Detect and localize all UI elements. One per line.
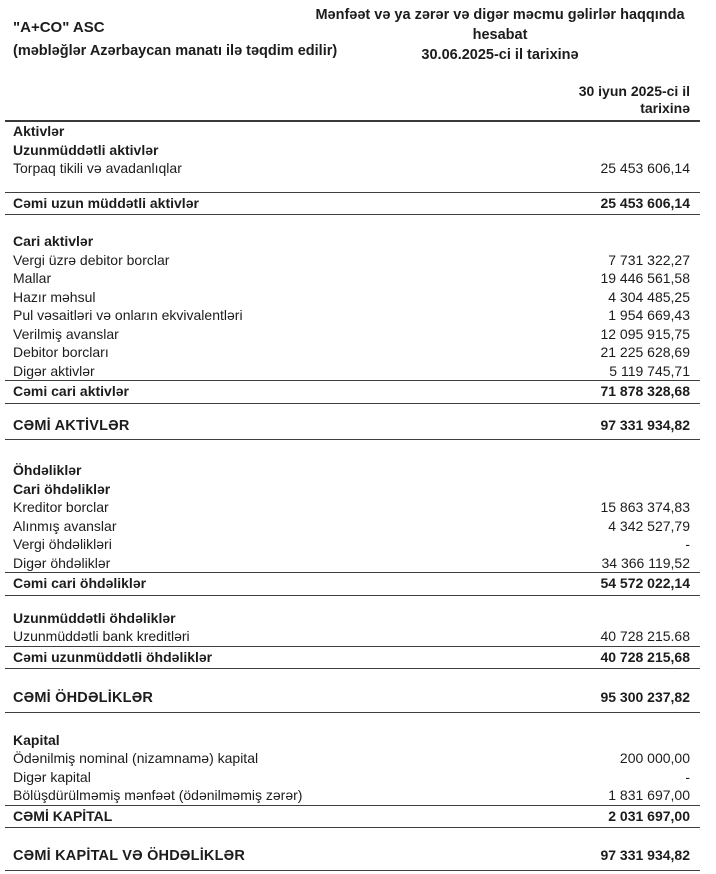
table-row [5,306,700,325]
row-label: Uzunmüddətli bank kreditləri [13,628,190,644]
company-name: "A+CO" ASC [13,19,105,36]
table-row [5,159,700,178]
table-row-grand-total [5,686,700,713]
row-value: 40 728 215,68 [600,648,690,665]
table-row [5,498,700,517]
row-value: 15 863 374,83 [600,499,690,515]
row-label: Vergi öhdəlikləri [13,536,112,552]
currency-note: (məbləğlər Azərbaycan manatı ilə təqdim edilir) [13,43,338,59]
row-value: - [685,536,690,552]
table-row-section [5,232,700,251]
table-row-section [5,731,700,750]
row-label: Mallar [13,270,52,286]
row-value: 40 728 215.68 [600,628,690,644]
row-value: 25 453 606,14 [600,194,690,211]
row-label: Digər öhdəliklər [13,554,111,571]
row-value: 1 954 669,43 [608,307,690,323]
row-label: Ödənilmiş nominal (nizamnamə) kapital [13,750,259,766]
row-label: Pul vəsaitləri və onların ekvivalentləri [13,307,243,323]
table-row-total [5,572,700,596]
row-value: 12 095 915,75 [600,325,690,342]
row-value: 34 366 119,52 [601,554,690,571]
row-label: Verilmiş avanslar [13,325,119,342]
row-label: Cəmi cari öhdəliklər [13,575,147,591]
column-header-line2: tarixinə [640,99,690,116]
table-row [5,517,700,536]
row-value: 95 300 237,82 [600,689,690,705]
table-row-total [5,805,700,829]
row-label: Öhdəliklər [13,462,82,478]
row-label: Alınmış avanslar [13,517,117,534]
row-label: Vergi üzrə debitor borclar [13,251,170,268]
row-label: Cəmi uzunmüddətli öhdəliklər [13,648,213,665]
row-label: Cəmi uzun müddətli aktivlər [13,194,199,211]
row-label: CƏMİ KAPİTAL [13,807,113,824]
table-row [5,269,700,288]
row-label: Kapital [13,731,60,748]
row-label: Torpaq tikili və avadanlıqlar [13,160,182,176]
row-label: Digər aktivlər [13,362,95,379]
row-value: 54 572 022,14 [600,575,690,591]
row-value: 2 031 697,00 [608,807,690,824]
row-label: Cari öhdəliklər [13,480,111,497]
table-row [5,343,700,362]
table-row [5,768,700,787]
table-row-section [5,122,700,141]
table-row-grand-total [5,414,700,441]
row-value: 7 731 322,27 [608,251,690,268]
row-value: 19 446 561,58 [600,270,690,286]
row-value: 5 119 745,71 [609,362,690,379]
report-title [300,5,700,65]
table-row-total [5,646,700,670]
row-value: 21 225 628,69 [600,344,690,360]
table-row [5,362,700,381]
row-label: Cəmi cari aktivlər [13,383,129,399]
row-value: 25 453 606,14 [600,160,690,176]
table-row-section [5,480,700,499]
row-value: 1 831 697,00 [608,787,690,803]
row-value: 4 342 527,79 [608,517,690,534]
row-label: Uzunmüddətli öhdəliklər [13,609,176,626]
row-label: Debitor borcları [13,344,109,360]
row-value: 200 000,00 [619,750,690,766]
row-label: CƏMİ AKTİVLƏR [13,417,130,434]
row-value: 97 331 934,82 [600,847,690,863]
table-row [5,288,700,307]
report-title-line2: 30.06.2025-ci il tarixinə [421,47,579,63]
table-row [5,786,700,805]
table-row [5,535,700,554]
row-value: 97 331 934,82 [600,416,690,433]
row-label: CƏMİ KAPİTAL VƏ ÖHDƏLİKLƏR [13,848,246,864]
row-label: Aktivlər [13,123,65,139]
row-label: Cari aktivlər [13,233,94,249]
table-row-section [5,461,700,480]
table-row-total [5,380,700,404]
table-row-total [5,192,700,216]
table-row [5,627,700,646]
report-header [5,4,700,66]
row-value: - [685,768,690,785]
column-header [5,81,700,122]
table-row-section [5,141,700,160]
column-header-line1: 30 iyun 2025-ci il [578,83,690,99]
table-row [5,749,700,768]
row-label: Kreditor borclar [13,499,109,515]
row-label: Hazır məhsul [13,288,96,305]
report-title-line1: Mənfəət və ya zərər və digər məcmu gəlirlər haqqında hesabat [315,7,685,43]
row-value: 4 304 485,25 [608,288,690,305]
table-row [5,554,700,573]
table-row [5,325,700,344]
table-row-grand-total [5,844,700,871]
row-label: Bölüşdürülməmiş mənfəət (ödənilməmiş zərər) [13,787,303,803]
table-row-section [5,609,700,628]
row-label: Digər kapital [13,768,91,785]
row-label: Uzunmüddətli aktivlər [13,141,159,158]
table-row [5,251,700,270]
row-value: 71 878 328,68 [600,383,690,399]
row-label: CƏMİ ÖHDƏLİKLƏR [13,690,154,706]
